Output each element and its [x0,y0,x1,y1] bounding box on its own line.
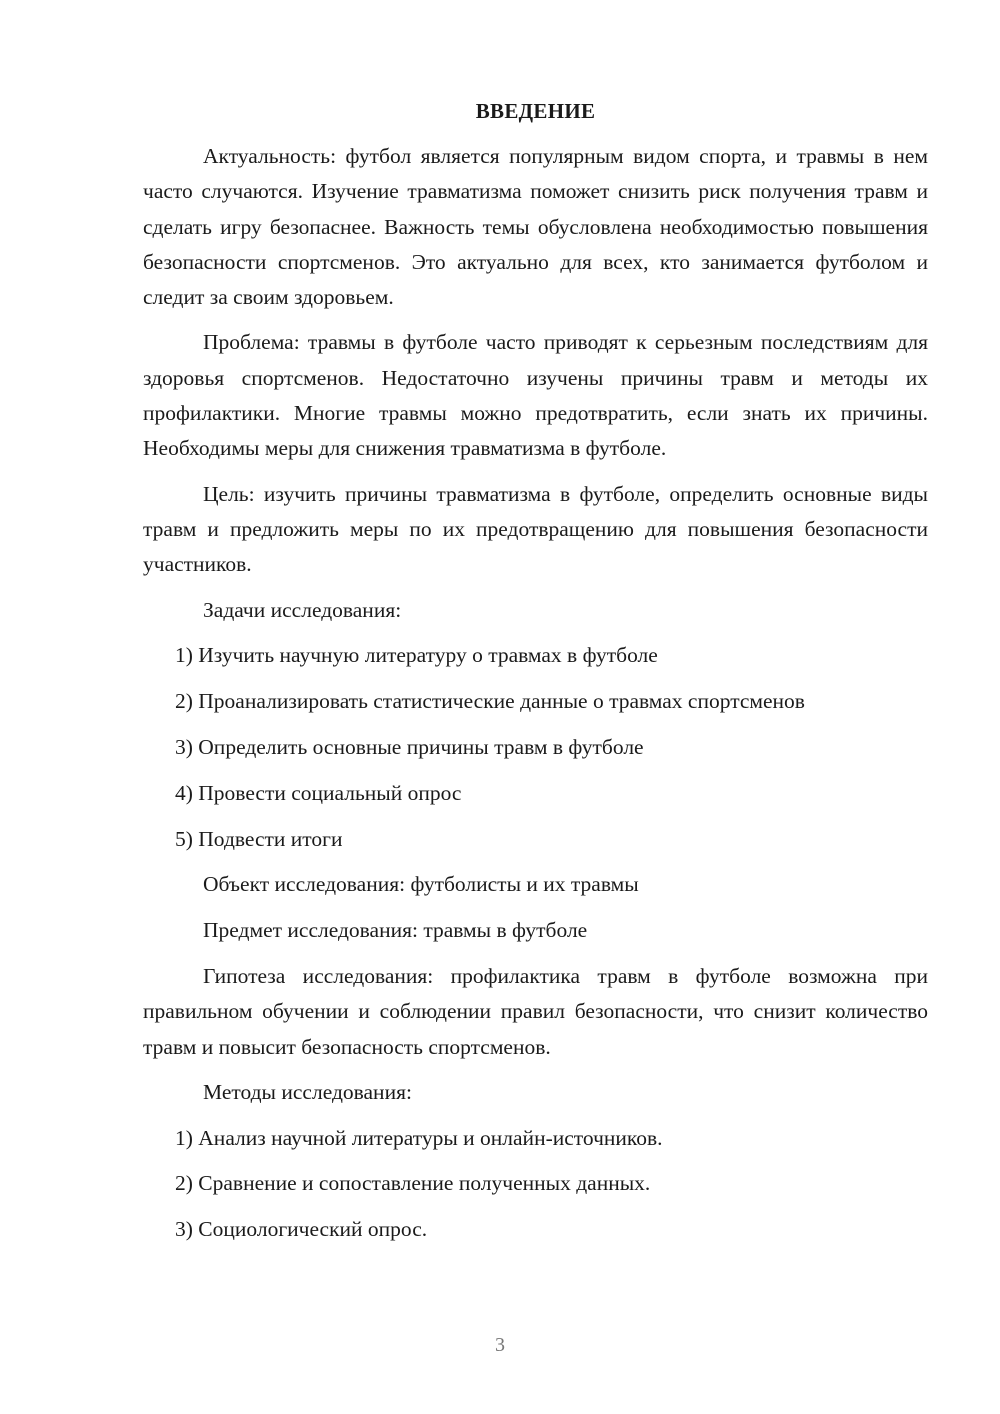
task-item-5: 5) Подвести итоги [175,826,343,851]
task-item-3: 3) Определить основные причины травм в футболе [175,734,644,759]
section-title: ВВЕДЕНИЕ [475,99,596,123]
methods-heading: Методы исследования: [203,1079,412,1104]
task-item-4: 4) Провести социальный опрос [175,780,462,805]
paragraph-goal: Цель: изучить причины травматизма в футболе, определить основные виды травм и предложить меры по их предотвращению для повышения безопасности участников. [143,481,928,577]
paragraph-problem: Проблема: травмы в футболе часто приводят к серьезным последствиям для здоровья спортсменов. Недостаточно изучены причины травм и методы их профилактики. Многие травмы можно предотвратить, если знать их причины. Необходимы меры для снижения травматизма в футболе. [143,330,928,461]
task-item-2: 2) Проанализировать статистические данные о травмах спортсменов [175,689,805,714]
document-page [143,94,928,1258]
paragraph-relevance: Актуальность: футбол является популярным видом спорта, и травмы в нем часто случаются. Изучение травматизма поможет снизить риск получения травм и сделать игру безопаснее. Важность темы обусловлена необходимостью повышения безопасности спортсменов. Это актуально для всех, кто занимается футболом и следит за своим здоровьем. [143,144,928,310]
method-item-3: 3) Социологический опрос. [175,1217,428,1242]
page-number: 3 [495,1334,505,1356]
research-object: Объект исследования: футболисты и их травмы [203,872,639,897]
task-item-1: 1) Изучить научную литературу о травмах в футболе [175,643,658,668]
research-subject: Предмет исследования: травмы в футболе [203,918,588,943]
paragraph-hypothesis: Гипотеза исследования: профилактика травм в футболе возможна при правильном обучении и соблюдении правил безопасности, что снизит количество травм и повысит безопасность спортсменов. [143,963,928,1059]
method-item-1: 1) Анализ научной литературы и онлайн-источников. [175,1125,663,1150]
method-item-2: 2) Сравнение и сопоставление полученных данных. [175,1171,651,1196]
tasks-heading: Задачи исследования: [203,597,402,622]
